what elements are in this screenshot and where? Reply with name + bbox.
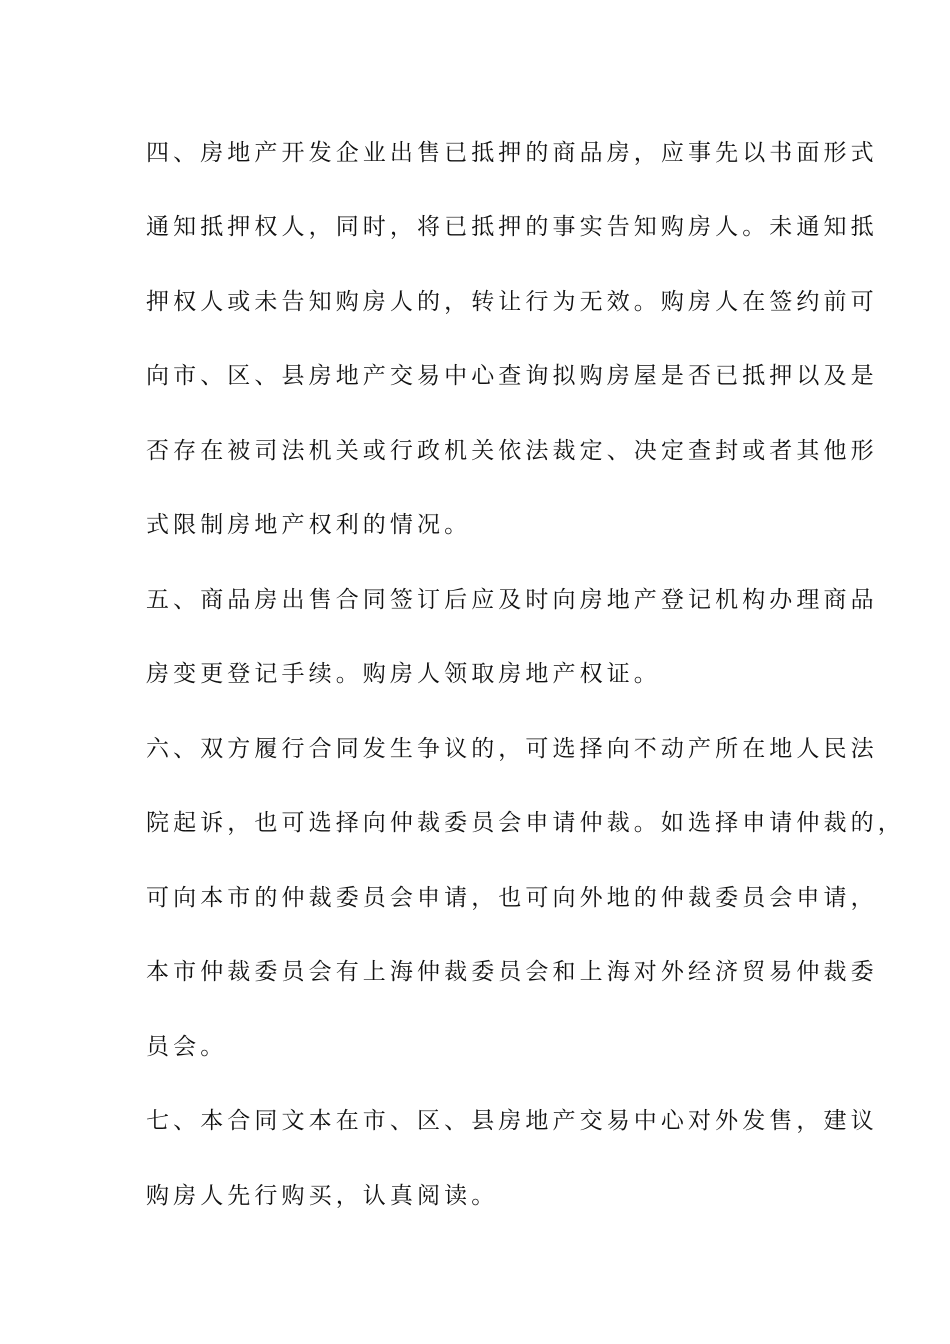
text-line: 六、双方履行合同发生争议的，可选择向不动产所在地人民法: [146, 736, 878, 762]
text-line: 院起诉，也可选择向仲裁委员会申请仲裁。如选择申请仲裁的，: [146, 810, 905, 836]
text-line: 五、商品房出售合同签订后应及时向房地产登记机构办理商品: [146, 587, 878, 613]
text-line: 式限制房地产权利的情况。: [146, 512, 472, 538]
text-line: 通知抵押权人，同时，将已抵押的事实告知购房人。未通知抵: [146, 214, 878, 240]
text-line: 押权人或未告知购房人的，转让行为无效。购房人在签约前可: [146, 289, 878, 315]
text-line: 房变更登记手续。购房人领取房地产权证。: [146, 661, 661, 687]
text-line: 购房人先行购买，认真阅读。: [146, 1183, 499, 1209]
text-line: 可向本市的仲裁委员会申请，也可向外地的仲裁委员会申请，: [146, 885, 878, 911]
text-line: 本市仲裁委员会有上海仲裁委员会和上海对外经济贸易仲裁委: [146, 959, 878, 985]
text-line: 七、本合同文本在市、区、县房地产交易中心对外发售，建议: [146, 1108, 878, 1134]
text-line: 向市、区、县房地产交易中心查询拟购房屋是否已抵押以及是: [146, 363, 878, 389]
text-line: 员会。: [146, 1034, 228, 1060]
text-line: 否存在被司法机关或行政机关依法裁定、决定查封或者其他形: [146, 438, 878, 464]
text-line: 四、房地产开发企业出售已抵押的商品房，应事先以书面形式: [146, 140, 878, 166]
